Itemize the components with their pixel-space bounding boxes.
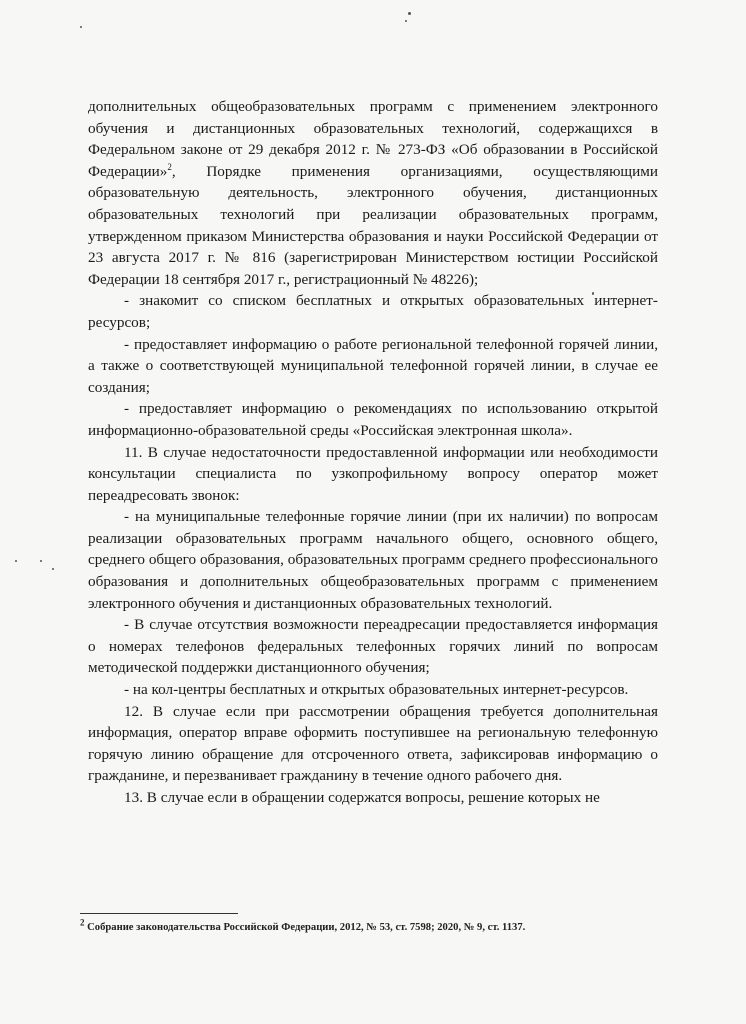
footnote-reference[interactable]: 2	[167, 161, 172, 172]
document-body	[88, 96, 658, 809]
scan-speck	[40, 560, 42, 562]
scan-speck	[408, 12, 411, 15]
scan-speck	[52, 568, 54, 570]
scan-speck	[80, 26, 82, 28]
paragraph-item-12: 12. В случае если при рассмотрении обращения требуется дополнительная информация, оператор вправе оформить поступившее на региональную телефонную горячую линию обращение для отсроченного ответа, зафиксировав информацию о гражданине, и перезванивает гражданину в течение одного рабочего дня.	[88, 702, 658, 785]
paragraph-res-recommendations: - предоставляет информацию о рекомендациях по использованию открытой информационно-образовательной среды «Российская электронная школа».	[88, 400, 658, 439]
paragraph-free-resources: - знакомит со списком бесплатных и открытых образовательных интернет-ресурсов;	[88, 292, 658, 331]
paragraph-intro: дополнительных общеобразовательных программ с применением электронного обучения и дистанционных образовательных технологий, содержащихся в Федеральном законе от 29 декабря 2012 г. № 273-ФЗ «Об образовании в Российской Федерации»$^2$, Порядке применения организациями, осуществляющими образовательную деятельность, электронного обучения, дистанционных образовательных технологий при реализации образовательных программ, утвержденном приказом Министерства образования и науки Российской Федерации от 23 августа 2017 г. № 816 (зарегистрирован Министерством юстиции Российской Федерации 18 сентября 2017 г., регистрационный № 48226);	[88, 98, 658, 288]
footnote-divider	[80, 913, 238, 914]
footnote	[80, 917, 680, 934]
paragraph-municipal-hotlines: - на муниципальные телефонные горячие линии (при их наличии) по вопросам реализации образовательных программ начального общего, основного общего, среднего общего образования, образовательных программ среднего профессионального образования и дополнительных общеобразовательных программ с применением электронного обучения и дистанционных образовательных технологий.	[88, 508, 658, 612]
paragraph-call-centers: - на кол-центры бесплатных и открытых образовательных интернет-ресурсов.	[124, 681, 629, 699]
paragraph-item-13: 13. В случае если в обращении содержатся вопросы, решение которых не	[124, 789, 600, 806]
scan-speck	[405, 20, 407, 22]
footnote-marker: 2	[80, 917, 85, 928]
paragraph-hotline-info: - предоставляет информацию о работе региональной телефонной горячей линии, а также о соответствующей муниципальной телефонной горячей линии, в случае ее создания;	[88, 335, 658, 396]
scan-speck	[15, 560, 17, 562]
footnote-text: Собрание законодательства Российской Федерации, 2012, № 53, ст. 7598; 2020, № 9, ст. 1137.	[87, 922, 526, 933]
paragraph-no-redirect: - В случае отсутствия возможности переадресации предоставляется информация о номерах телефонов федеральных телефонных горячих линий по вопросам методической поддержки дистанционного обучения;	[88, 616, 658, 677]
paragraph-item-11: 11. В случае недостаточности предоставленной информации или необходимости консультации специалиста по узкопрофильному вопросу оператор может переадресовать звонок:	[88, 443, 658, 504]
